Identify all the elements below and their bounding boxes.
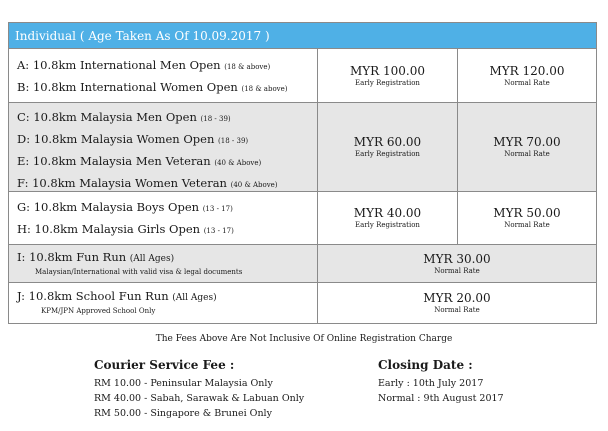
category-line: F: 10.8km Malaysia Women Veteran (40 & Above) [17, 176, 278, 190]
closing-item: Normal : 9th August 2017 [378, 393, 504, 404]
table-row [9, 49, 596, 103]
normal-price-cell: MYR 120.00 Normal Rate [489, 63, 565, 87]
fee-disclaimer: The Fees Above Are Not Inclusive Of Online Registration Charge [155, 334, 453, 344]
category-line: E: 10.8km Malaysia Men Veteran (40 & Above) [17, 154, 262, 168]
table-row [9, 103, 596, 192]
closing-title: Closing Date : [378, 358, 473, 372]
category-cell [9, 245, 318, 282]
category-line: C: 10.8km Malaysia Men Open (18 - 39) [17, 110, 231, 124]
category-line: G: 10.8km Malaysia Boys Open (13 - 17) [17, 200, 233, 214]
table-header: Individual ( Age Taken As Of 10.09.2017 ) [9, 23, 596, 49]
category-line: J: 10.8km School Fun Run (All Ages) [17, 289, 217, 303]
closing-item: Early : 10th July 2017 [378, 378, 484, 389]
courier-item: RM 50.00 - Singapore & Brunei Only [94, 408, 272, 419]
early-price-cell: MYR 60.00 Early Registration [318, 103, 458, 191]
normal-price-cell: MYR 70.00 Normal Rate [493, 135, 561, 158]
category-note: Malaysian/International with valid visa & legal documents [35, 268, 243, 276]
category-line: B: 10.8km International Women Open (18 & above) [17, 80, 288, 94]
courier-item: RM 10.00 - Peninsular Malaysia Only [94, 378, 273, 389]
courier-title: Courier Service Fee : [94, 358, 235, 372]
fee-table [8, 22, 597, 324]
table-row [9, 192, 596, 245]
category-line: D: 10.8km Malaysia Women Open (18 - 39) [17, 132, 249, 146]
category-line: I: 10.8km Fun Run (All Ages) [17, 250, 175, 264]
category-cell [9, 192, 318, 244]
category-note: KPM/JPN Approved School Only [41, 307, 156, 315]
normal-price-cell: MYR 20.00 Normal Rate [423, 291, 491, 314]
table-row [9, 245, 596, 283]
courier-item: RM 40.00 - Sabah, Sarawak & Labuan Only [94, 393, 305, 404]
courier-section [94, 358, 304, 421]
closing-section [378, 358, 504, 406]
early-price-cell: MYR 40.00 Early Registration [318, 192, 458, 244]
category-line: A: 10.8km International Men Open (18 & above) [17, 58, 271, 72]
category-cell [9, 283, 318, 323]
normal-price-cell: MYR 30.00 Normal Rate [423, 251, 491, 275]
category-cell [9, 49, 318, 102]
category-line: H: 10.8km Malaysia Girls Open (13 - 17) [17, 222, 234, 236]
category-cell [9, 103, 318, 191]
table-row [9, 283, 596, 323]
normal-price-cell: MYR 50.00 Normal Rate [493, 206, 561, 229]
early-price-cell: MYR 100.00 Early Registration [318, 49, 458, 102]
